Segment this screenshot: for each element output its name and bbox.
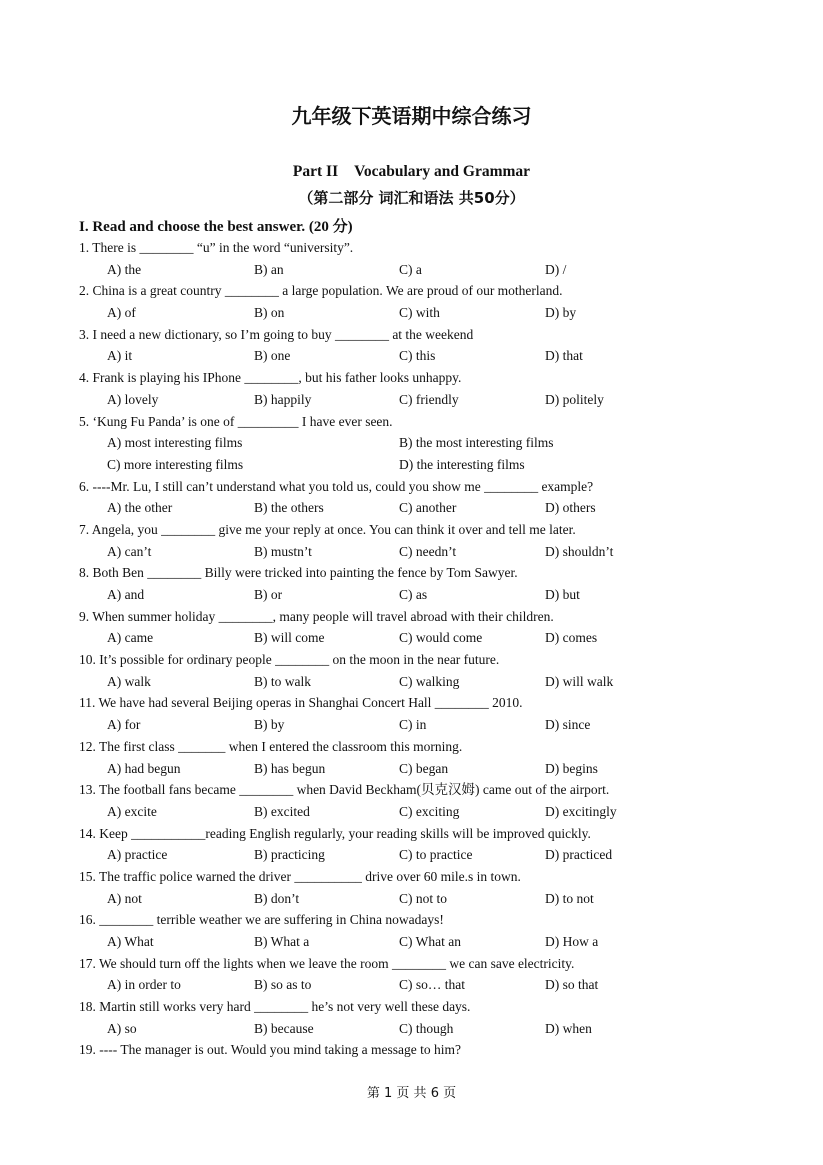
option-a[interactable]: A) most interesting films xyxy=(107,435,243,451)
answer-options xyxy=(79,345,759,367)
option-b[interactable]: B) don’t xyxy=(254,890,300,906)
answer-options xyxy=(79,302,759,324)
option-d[interactable]: D) when xyxy=(545,1020,592,1036)
option-a[interactable]: A) excite xyxy=(107,803,157,819)
option-a[interactable]: A) and xyxy=(107,587,145,602)
question-text: 18. Martin still works very hard ________ he’s not very well these days. xyxy=(79,999,471,1015)
option-c[interactable]: C) another xyxy=(399,500,457,516)
option-d[interactable]: D) How a xyxy=(545,934,599,949)
answer-options xyxy=(79,974,759,996)
question-text: 19. ---- The manager is out. Would you mind taking a message to him? xyxy=(79,1042,461,1058)
option-a[interactable]: A) had begun xyxy=(107,760,181,776)
option-c[interactable]: C) in xyxy=(399,717,427,733)
question-text: 12. The first class _______ when I entered the classroom this morning. xyxy=(79,738,463,754)
option-d[interactable]: D) excitingly xyxy=(545,803,617,819)
option-b[interactable]: B) one xyxy=(254,348,291,364)
option-a[interactable]: A) can’t xyxy=(107,543,152,559)
question-text: 1. There is ________ “u” in the word “university”. xyxy=(79,240,354,255)
answer-options xyxy=(79,714,759,736)
option-a[interactable]: A) the other xyxy=(107,500,173,516)
part-subtitle: （第二部分 词汇和语法 共50分） xyxy=(298,189,525,207)
question-text: 7. Angela, you ________ give me your reply at once. You can think it over and tell me later. xyxy=(79,521,576,537)
question-text: 5. ‘Kung Fu Panda’ is one of _________ I have ever seen. xyxy=(79,413,393,429)
answer-options xyxy=(79,1018,759,1040)
option-c[interactable]: C) to practice xyxy=(399,847,473,863)
answer-options xyxy=(79,758,759,780)
question-list xyxy=(79,237,759,1061)
answer-options xyxy=(79,497,759,519)
option-b[interactable]: B) or xyxy=(254,587,283,602)
option-d[interactable]: D) that xyxy=(545,348,583,364)
option-b[interactable]: B) the most interesting films xyxy=(399,435,554,451)
question-text: 9. When summer holiday ________, many people will travel abroad with their children. xyxy=(79,608,554,624)
option-b[interactable]: B) happily xyxy=(254,391,312,407)
question-text: 4. Frank is playing his IPhone ________, but his father looks unhappy. xyxy=(79,370,462,386)
option-c[interactable]: C) not to xyxy=(399,890,448,906)
option-c[interactable]: C) needn’t xyxy=(399,543,457,559)
option-c[interactable]: C) What an xyxy=(399,934,461,949)
option-a[interactable]: A) so xyxy=(107,1020,137,1036)
answer-options xyxy=(79,801,759,823)
option-d[interactable]: D) comes xyxy=(545,630,598,646)
option-c[interactable]: C) more interesting films xyxy=(107,456,244,472)
question-text: 16. ________ terrible weather we are suffering in China nowadays! xyxy=(79,912,444,928)
question-text: 8. Both Ben ________ Billy were tricked into painting the fence by Tom Sawyer. xyxy=(79,565,518,581)
answer-options xyxy=(79,844,759,866)
option-b[interactable]: B) by xyxy=(254,717,285,733)
page-title: 九年级下英语期中综合练习 xyxy=(291,104,532,128)
answer-options xyxy=(79,671,759,693)
option-b[interactable]: B) the others xyxy=(254,500,324,516)
question-text: 2. China is a great country ________ a large population. We are proud of our motherland. xyxy=(79,283,563,299)
option-d[interactable]: D) shouldn’t xyxy=(545,543,614,559)
part-name: Vocabulary and Grammar xyxy=(354,163,531,180)
option-d[interactable]: D) since xyxy=(545,717,591,733)
option-b[interactable]: B) mustn’t xyxy=(254,543,312,559)
option-c[interactable]: C) a xyxy=(399,261,422,277)
option-d[interactable]: D) to not xyxy=(545,890,594,906)
question-text: 11. We have had several Beijing operas in Shanghai Concert Hall ________ 2010. xyxy=(79,695,523,711)
option-b[interactable]: B) because xyxy=(254,1020,314,1036)
option-a[interactable]: A) for xyxy=(107,717,141,733)
option-b[interactable]: B) on xyxy=(254,305,285,321)
answer-options xyxy=(79,259,759,281)
page-footer: 第 1 页 共 6 页 xyxy=(366,1086,457,1101)
option-d[interactable]: D) politely xyxy=(545,391,604,407)
answer-options xyxy=(79,454,759,476)
option-c[interactable]: C) though xyxy=(399,1020,454,1036)
option-c[interactable]: C) would come xyxy=(399,630,483,646)
option-d[interactable]: D) so that xyxy=(545,977,599,993)
option-a[interactable]: A) not xyxy=(107,890,142,906)
option-b[interactable]: B) to walk xyxy=(254,673,311,689)
option-a[interactable]: A) walk xyxy=(107,673,151,689)
question-text: 17. We should turn off the lights when we leave the room ________ we can save electricity. xyxy=(79,955,575,971)
option-a[interactable]: A) practice xyxy=(107,847,168,863)
option-d[interactable]: D) will walk xyxy=(545,673,614,689)
option-c[interactable]: C) friendly xyxy=(399,391,459,407)
option-b[interactable]: B) What a xyxy=(254,934,310,949)
option-c[interactable]: C) walking xyxy=(399,673,460,689)
option-d[interactable]: D) begins xyxy=(545,760,598,776)
option-a[interactable]: A) lovely xyxy=(107,391,159,407)
answer-options xyxy=(79,627,759,649)
option-c[interactable]: C) as xyxy=(399,587,428,602)
option-a[interactable]: A) it xyxy=(107,348,133,364)
section-heading: I. Read and choose the best answer. (20 分) xyxy=(79,219,353,235)
option-b[interactable]: B) practicing xyxy=(254,847,325,863)
answer-options xyxy=(79,432,759,454)
option-b[interactable]: B) excited xyxy=(254,803,310,819)
answer-options xyxy=(79,389,759,411)
option-c[interactable]: C) exciting xyxy=(399,803,460,819)
option-a[interactable]: A) in order to xyxy=(107,977,181,993)
question-text: 13. The football fans became ________ when David Beckham(贝克汉姆) came out of the airport. xyxy=(79,782,610,798)
option-d[interactable]: D) / xyxy=(545,261,567,277)
question-text: 15. The traffic police warned the driver __________ drive over 60 mile.s in town. xyxy=(79,868,521,884)
option-a[interactable]: A) came xyxy=(107,630,154,646)
option-a[interactable]: A) the xyxy=(107,261,142,277)
option-b[interactable]: B) will come xyxy=(254,630,325,646)
question-text: 10. It’s possible for ordinary people ________ on the moon in the near future. xyxy=(79,652,500,668)
question-text: 14. Keep ___________reading English regularly, your reading skills will be improved quickly. xyxy=(79,825,591,841)
option-b[interactable]: B) an xyxy=(254,261,284,277)
part-number: Part II xyxy=(292,163,339,180)
question-text: 3. I need a new dictionary, so I’m going to buy ________ at the weekend xyxy=(79,326,474,342)
option-d[interactable]: D) the interesting films xyxy=(399,456,525,472)
option-d[interactable]: D) but xyxy=(545,587,580,602)
option-a[interactable]: A) What xyxy=(107,934,154,949)
option-d[interactable]: D) practiced xyxy=(545,847,613,863)
option-d[interactable]: D) by xyxy=(545,305,577,321)
option-a[interactable]: A) of xyxy=(107,305,136,321)
answer-options xyxy=(79,541,759,563)
answer-options xyxy=(79,888,759,910)
option-c[interactable]: C) began xyxy=(399,760,449,776)
option-c[interactable]: C) this xyxy=(399,348,436,364)
part-heading xyxy=(0,163,823,181)
option-c[interactable]: C) with xyxy=(399,305,440,321)
answer-options xyxy=(79,584,759,606)
option-c[interactable]: C) so… that xyxy=(399,977,465,993)
option-b[interactable]: B) has begun xyxy=(254,760,326,776)
answer-options xyxy=(79,931,759,953)
option-d[interactable]: D) others xyxy=(545,500,596,516)
option-b[interactable]: B) so as to xyxy=(254,977,312,993)
question-text: 6. ----Mr. Lu, I still can’t understand what you told us, could you show me ________ example? xyxy=(79,478,594,494)
